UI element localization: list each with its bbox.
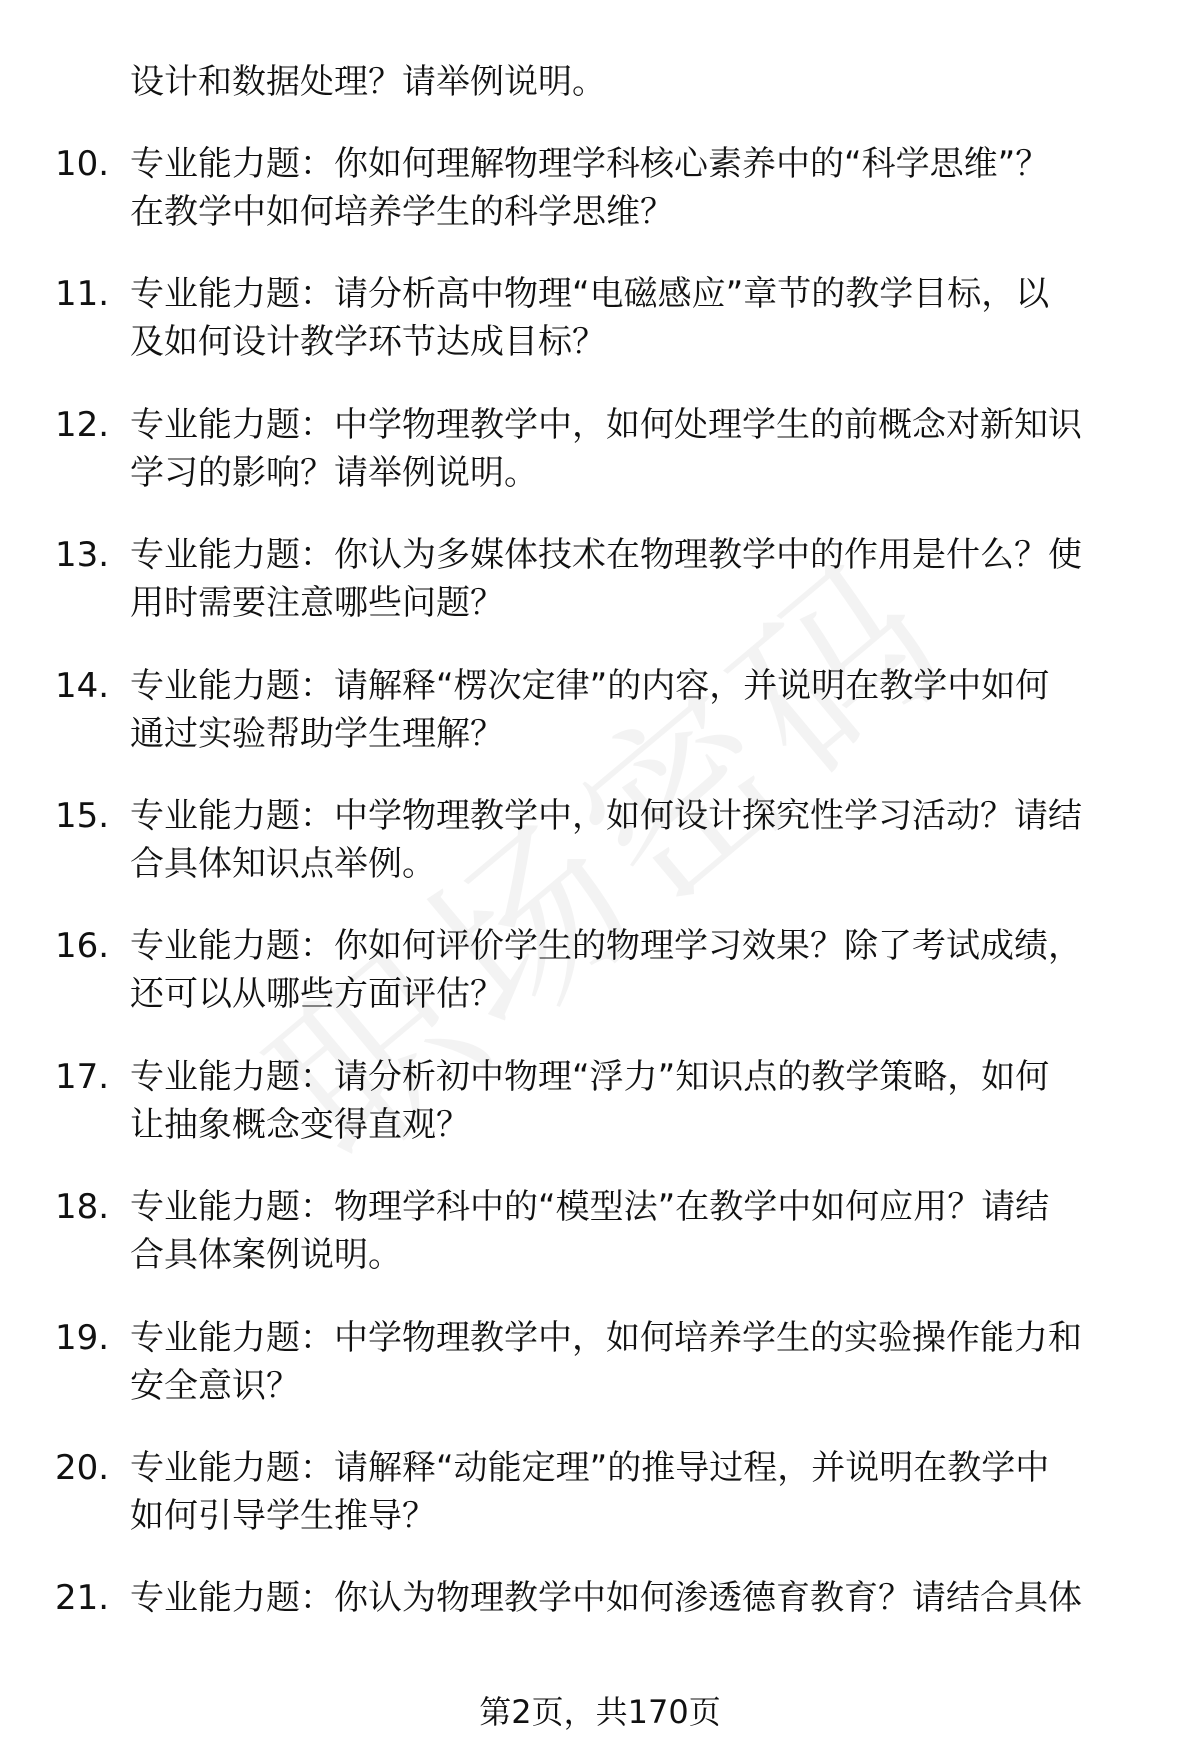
- question-number: 17.: [55, 1056, 110, 1097]
- question-item: [0, 662, 1200, 792]
- question-number: 21.: [55, 1578, 110, 1619]
- question-text-line: 在教学中如何培养学生的科学思维？: [130, 192, 674, 232]
- question-text: [130, 270, 1140, 366]
- question-text: [130, 792, 1140, 888]
- question-text-line: 专业能力题：你认为物理教学中如何渗透德育教育？请结合具体: [130, 1578, 1082, 1619]
- question-text-line: 及如何设计教学环节达成目标？: [130, 322, 606, 363]
- question-number: 16.: [55, 926, 110, 967]
- question-number: 20.: [55, 1447, 110, 1488]
- question-list: [0, 140, 1200, 1705]
- question-item: [0, 1183, 1200, 1313]
- question-text-line: 通过实验帮助学生理解？: [130, 713, 504, 754]
- question-text: [130, 1574, 1140, 1622]
- question-text-line: 专业能力题：你如何理解物理学科核心素养中的“科学思维”？: [130, 144, 1050, 184]
- question-text-line: 学习的影响？请举例说明。: [130, 452, 538, 493]
- question-text-line: 如何引导学生推导？: [130, 1495, 436, 1536]
- question-item: [0, 1444, 1200, 1574]
- question-text-line: 专业能力题：你如何评价学生的物理学习效果？除了考试成绩，: [130, 926, 1082, 967]
- question-item: [0, 1053, 1200, 1183]
- question-text-line: 专业能力题：中学物理教学中，如何设计探究性学习活动？请结: [130, 795, 1082, 836]
- question-item: [0, 922, 1200, 1052]
- question-text-line: 专业能力题：请解释“楞次定律”的内容，并说明在教学中如何: [130, 665, 1050, 706]
- question-item: [0, 140, 1200, 270]
- question-text: [130, 401, 1140, 497]
- question-text-line: 合具体案例说明。: [130, 1235, 402, 1276]
- question-text-line: 专业能力题：请解释“动能定理”的推导过程，并说明在教学中: [130, 1447, 1050, 1488]
- question-item: [0, 401, 1200, 531]
- question-number: 14.: [55, 665, 110, 706]
- question-text-line: 专业能力题：物理学科中的“模型法”在教学中如何应用？请结: [130, 1187, 1050, 1228]
- question-number: 18.: [55, 1187, 110, 1228]
- question-number: 15.: [55, 795, 110, 836]
- question-text: [130, 922, 1140, 1018]
- question-text-line: 专业能力题：你认为多媒体技术在物理教学中的作用是什么？使: [130, 535, 1082, 576]
- question-item: [0, 792, 1200, 922]
- question-number: 11.: [55, 274, 110, 315]
- question-text: [130, 1444, 1140, 1540]
- question-text-line: 安全意识？: [130, 1365, 300, 1406]
- question-number: 10.: [55, 144, 110, 184]
- question-text-line: 还可以从哪些方面评估？: [130, 974, 504, 1015]
- question-number: 12.: [55, 404, 110, 445]
- question-text: [130, 1314, 1140, 1410]
- question-text-line: 专业能力题：请分析初中物理“浮力”知识点的教学策略，如何: [130, 1056, 1050, 1097]
- question-text-line: 让抽象概念变得直观？: [130, 1104, 470, 1145]
- question-text-line: 专业能力题：中学物理教学中，如何培养学生的实验操作能力和: [130, 1317, 1082, 1358]
- question-text-line: 专业能力题：中学物理教学中，如何处理学生的前概念对新知识: [130, 404, 1082, 445]
- question-number: 13.: [55, 535, 110, 576]
- question-text-line: 合具体知识点举例。: [130, 843, 436, 884]
- question-item: [0, 1314, 1200, 1444]
- question-text-line: 用时需要注意哪些问题？: [130, 583, 504, 624]
- question-text: [130, 1053, 1140, 1149]
- question-text: [130, 140, 1140, 236]
- question-text: [130, 662, 1140, 758]
- question-text-line: 专业能力题：请分析高中物理“电磁感应”章节的教学目标，以: [130, 274, 1050, 315]
- question-item: [0, 270, 1200, 400]
- question-number: 19.: [55, 1317, 110, 1358]
- question-item: [0, 531, 1200, 661]
- page-number-footer: 第2页，共170页: [479, 1693, 721, 1731]
- continued-question-text: 设计和数据处理？请举例说明。: [130, 62, 606, 102]
- question-item: [0, 1574, 1200, 1704]
- question-text: [130, 531, 1140, 627]
- question-text: [130, 1183, 1140, 1279]
